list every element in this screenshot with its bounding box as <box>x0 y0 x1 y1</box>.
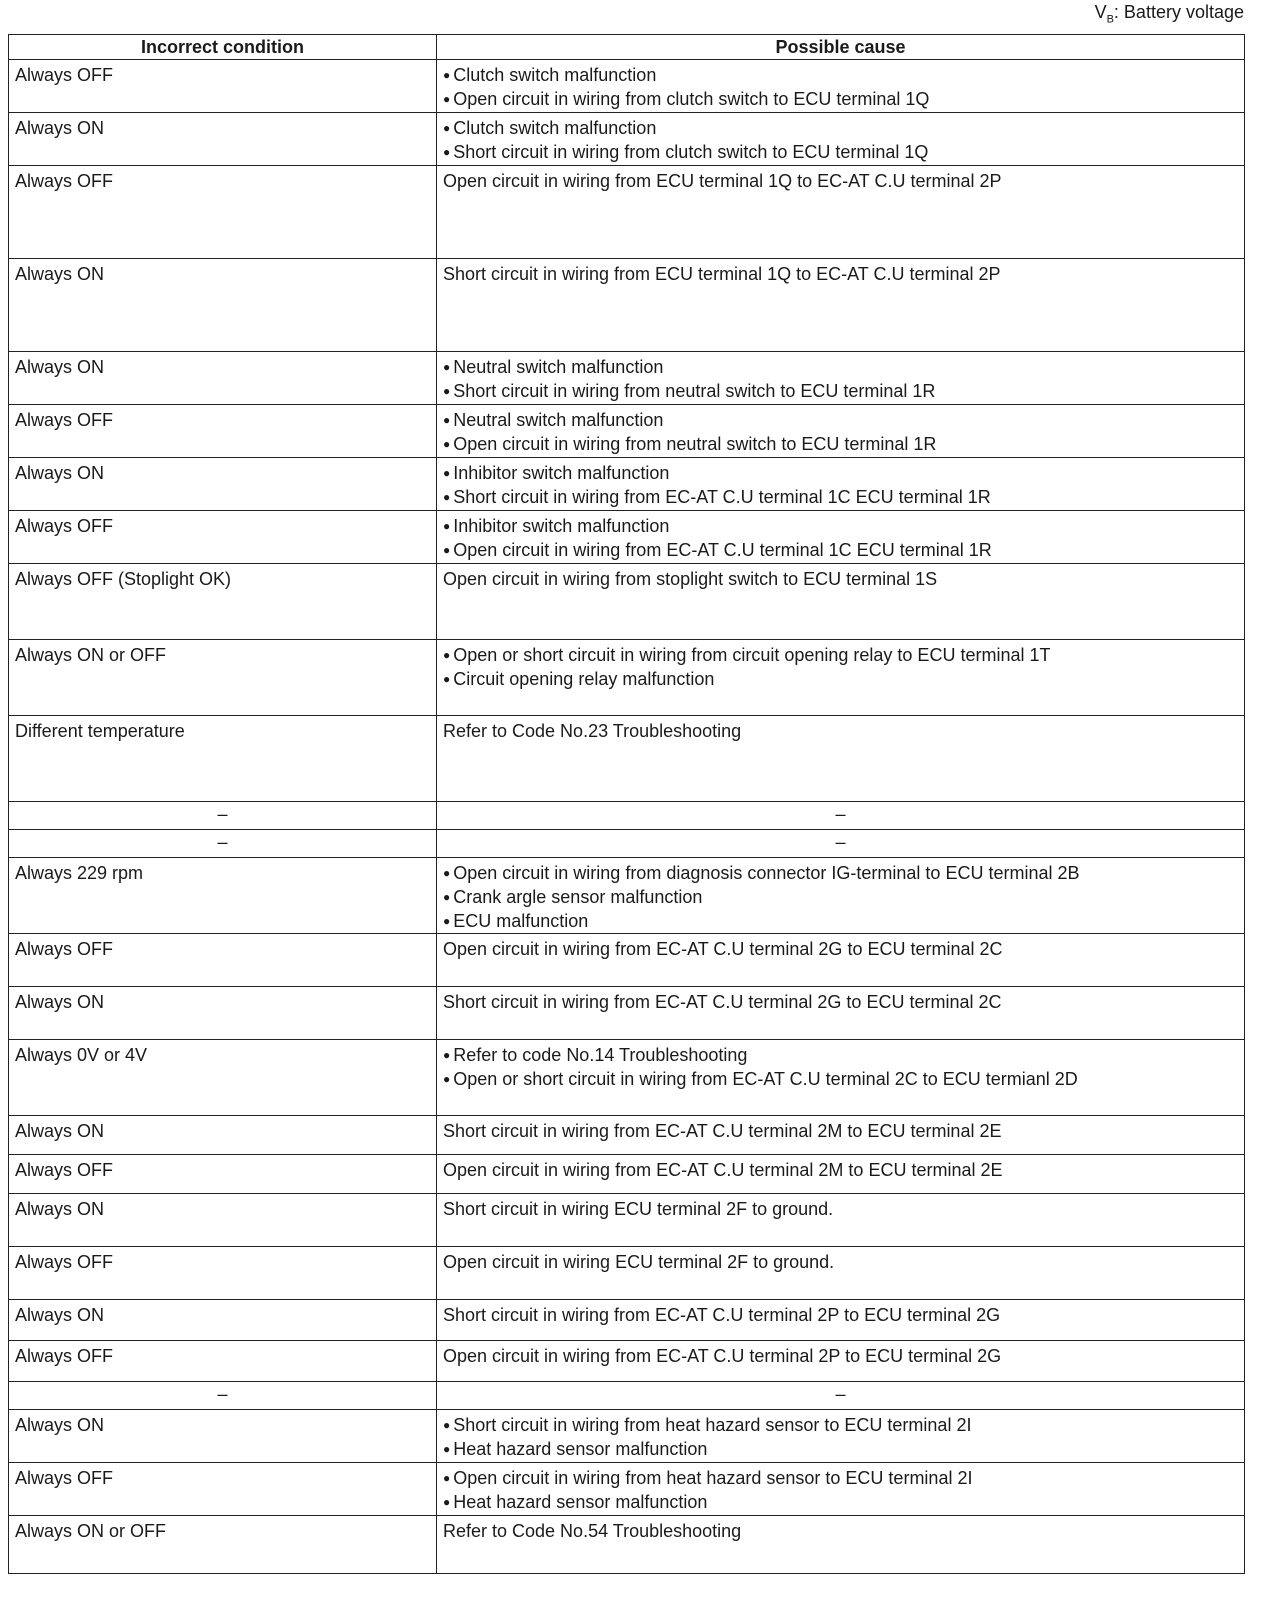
possible-cause-cell <box>437 1463 1245 1516</box>
possible-cause-cell <box>437 716 1245 802</box>
incorrect-condition-cell: – <box>9 830 437 858</box>
possible-cause-cell <box>437 1516 1245 1574</box>
cause-line: ● Short circuit in wiring from EC-AT C.U terminal 1C ECU terminal 1R <box>443 485 1238 509</box>
cause-line: ● Inhibitor switch malfunction <box>443 461 1238 485</box>
cause-line: Open circuit in wiring from EC-AT C.U terminal 2P to ECU terminal 2G <box>443 1346 1002 1366</box>
incorrect-condition-cell: Always OFF <box>9 1155 437 1194</box>
incorrect-condition-cell: Always 0V or 4V <box>9 1040 437 1116</box>
incorrect-condition-cell: Always ON or OFF <box>9 640 437 716</box>
incorrect-condition-cell: Always OFF <box>9 405 437 458</box>
header-incorrect-condition: Incorrect condition <box>9 35 437 60</box>
table-row <box>9 511 1245 564</box>
cause-line: ● Refer to code No.14 Troubleshooting <box>443 1043 1238 1067</box>
possible-cause-cell <box>437 1040 1245 1116</box>
incorrect-condition-cell: – <box>9 1382 437 1410</box>
table-row <box>9 1382 1245 1410</box>
incorrect-condition-cell: Always ON <box>9 987 437 1040</box>
table-row <box>9 640 1245 716</box>
table-row <box>9 1194 1245 1247</box>
table-row <box>9 1247 1245 1300</box>
header-possible-cause: Possible cause <box>437 35 1245 60</box>
possible-cause-cell <box>437 1247 1245 1300</box>
cause-line: ● Circuit opening relay malfunction <box>443 667 1238 691</box>
possible-cause-cell <box>437 352 1245 405</box>
cause-line: Short circuit in wiring ECU terminal 2F to ground. <box>443 1199 834 1219</box>
incorrect-condition-cell: – <box>9 802 437 830</box>
possible-cause-cell <box>437 934 1245 987</box>
cause-line: ● Crank argle sensor malfunction <box>443 885 1238 909</box>
cause-line: ● Clutch switch malfunction <box>443 63 1238 87</box>
possible-cause-cell <box>437 113 1245 166</box>
table-row <box>9 858 1245 934</box>
incorrect-condition-cell: Always ON <box>9 113 437 166</box>
cause-line: ● Inhibitor switch malfunction <box>443 514 1238 538</box>
incorrect-condition-cell: Always ON <box>9 259 437 352</box>
possible-cause-cell <box>437 858 1245 934</box>
cause-line: Open circuit in wiring ECU terminal 2F to ground. <box>443 1252 835 1272</box>
table-row <box>9 458 1245 511</box>
incorrect-condition-cell: Always OFF <box>9 166 437 259</box>
cause-line: – <box>835 1384 846 1404</box>
possible-cause-cell <box>437 1155 1245 1194</box>
incorrect-condition-cell: Always OFF <box>9 60 437 113</box>
cause-line: ● ECU malfunction <box>443 909 1238 933</box>
cause-line: – <box>835 804 846 824</box>
table-row <box>9 1463 1245 1516</box>
cause-line: – <box>835 832 846 852</box>
incorrect-condition-cell: Always ON <box>9 1300 437 1341</box>
incorrect-condition-cell: Always OFF <box>9 1463 437 1516</box>
note-text: : Battery voltage <box>1113 2 1244 22</box>
cause-line: Short circuit in wiring from ECU terminal 1Q to EC-AT C.U terminal 2P <box>443 264 1001 284</box>
possible-cause-cell <box>437 1300 1245 1341</box>
table-row <box>9 1155 1245 1194</box>
table-row <box>9 934 1245 987</box>
table-row <box>9 1116 1245 1155</box>
cause-line: ● Neutral switch malfunction <box>443 408 1238 432</box>
incorrect-condition-cell: Always ON <box>9 1194 437 1247</box>
incorrect-condition-cell: Always ON <box>9 352 437 405</box>
cause-line: Refer to Code No.54 Troubleshooting <box>443 1521 742 1541</box>
table-row <box>9 1300 1245 1341</box>
cause-line: Refer to Code No.23 Troubleshooting <box>443 721 742 741</box>
cause-line: Short circuit in wiring from EC-AT C.U terminal 2G to ECU terminal 2C <box>443 992 1002 1012</box>
possible-cause-cell <box>437 259 1245 352</box>
possible-cause-cell <box>437 640 1245 716</box>
cause-line: ● Short circuit in wiring from clutch switch to ECU terminal 1Q <box>443 140 1238 164</box>
possible-cause-cell <box>437 1116 1245 1155</box>
cause-line: Short circuit in wiring from EC-AT C.U terminal 2M to ECU terminal 2E <box>443 1121 1002 1141</box>
cause-line: ● Open or short circuit in wiring from EC-AT C.U terminal 2C to ECU termianl 2D <box>443 1067 1238 1091</box>
incorrect-condition-cell: Always OFF <box>9 1247 437 1300</box>
incorrect-condition-cell: Always ON or OFF <box>9 1516 437 1574</box>
table-row <box>9 830 1245 858</box>
table-row <box>9 259 1245 352</box>
incorrect-condition-cell: Always ON <box>9 458 437 511</box>
cause-line: ● Open circuit in wiring from EC-AT C.U terminal 1C ECU terminal 1R <box>443 538 1238 562</box>
table-row <box>9 405 1245 458</box>
cause-line: Short circuit in wiring from EC-AT C.U terminal 2P to ECU terminal 2G <box>443 1305 1001 1325</box>
cause-line: ● Open circuit in wiring from diagnosis connector IG-terminal to ECU terminal 2B <box>443 861 1238 885</box>
table-body <box>9 60 1245 1574</box>
cause-line: ● Heat hazard sensor malfunction <box>443 1437 1238 1461</box>
possible-cause-cell <box>437 802 1245 830</box>
cause-line: Open circuit in wiring from EC-AT C.U terminal 2G to ECU terminal 2C <box>443 939 1003 959</box>
possible-cause-cell <box>437 1194 1245 1247</box>
table-row <box>9 1516 1245 1574</box>
troubleshooting-table <box>8 34 1245 1574</box>
possible-cause-cell <box>437 987 1245 1040</box>
incorrect-condition-cell: Always OFF <box>9 511 437 564</box>
cause-line: Open circuit in wiring from stoplight switch to ECU terminal 1S <box>443 569 938 589</box>
incorrect-condition-cell: Always OFF <box>9 934 437 987</box>
incorrect-condition-cell: Always ON <box>9 1116 437 1155</box>
possible-cause-cell <box>437 458 1245 511</box>
cause-line: Open circuit in wiring from EC-AT C.U terminal 2M to ECU terminal 2E <box>443 1160 1003 1180</box>
battery-voltage-note <box>1095 2 1244 26</box>
cause-line: ● Short circuit in wiring from heat hazard sensor to ECU terminal 2I <box>443 1413 1238 1437</box>
possible-cause-cell <box>437 1410 1245 1463</box>
cause-line: Open circuit in wiring from ECU terminal 1Q to EC-AT C.U terminal 2P <box>443 171 1002 191</box>
note-v-subscript: B <box>1106 13 1114 26</box>
possible-cause-cell <box>437 166 1245 259</box>
possible-cause-cell <box>437 564 1245 640</box>
table-row <box>9 1410 1245 1463</box>
incorrect-condition-cell: Different temperature <box>9 716 437 802</box>
cause-line: ● Short circuit in wiring from neutral switch to ECU terminal 1R <box>443 379 1238 403</box>
possible-cause-cell <box>437 1341 1245 1382</box>
cause-line: ● Open circuit in wiring from heat hazard sensor to ECU terminal 2I <box>443 1466 1238 1490</box>
cause-line: ● Clutch switch malfunction <box>443 116 1238 140</box>
table-row <box>9 166 1245 259</box>
table-row <box>9 1040 1245 1116</box>
table-row <box>9 113 1245 166</box>
table-row <box>9 716 1245 802</box>
table-row <box>9 1341 1245 1382</box>
cause-line: ● Open or short circuit in wiring from circuit opening relay to ECU terminal 1T <box>443 643 1238 667</box>
incorrect-condition-cell: Always 229 rpm <box>9 858 437 934</box>
table-header-row <box>9 35 1245 60</box>
cause-line: ● Open circuit in wiring from clutch switch to ECU terminal 1Q <box>443 87 1238 111</box>
possible-cause-cell <box>437 60 1245 113</box>
cause-line: ● Neutral switch malfunction <box>443 355 1238 379</box>
cause-line: ● Open circuit in wiring from neutral switch to ECU terminal 1R <box>443 432 1238 456</box>
possible-cause-cell <box>437 405 1245 458</box>
incorrect-condition-cell: Always OFF (Stoplight OK) <box>9 564 437 640</box>
possible-cause-cell <box>437 830 1245 858</box>
table-row <box>9 352 1245 405</box>
table-row <box>9 60 1245 113</box>
table-row <box>9 802 1245 830</box>
table-row <box>9 987 1245 1040</box>
incorrect-condition-cell: Always OFF <box>9 1341 437 1382</box>
cause-line: ● Heat hazard sensor malfunction <box>443 1490 1238 1514</box>
possible-cause-cell <box>437 511 1245 564</box>
note-v-label: V <box>1094 2 1107 22</box>
incorrect-condition-cell: Always ON <box>9 1410 437 1463</box>
table-row <box>9 564 1245 640</box>
possible-cause-cell <box>437 1382 1245 1410</box>
